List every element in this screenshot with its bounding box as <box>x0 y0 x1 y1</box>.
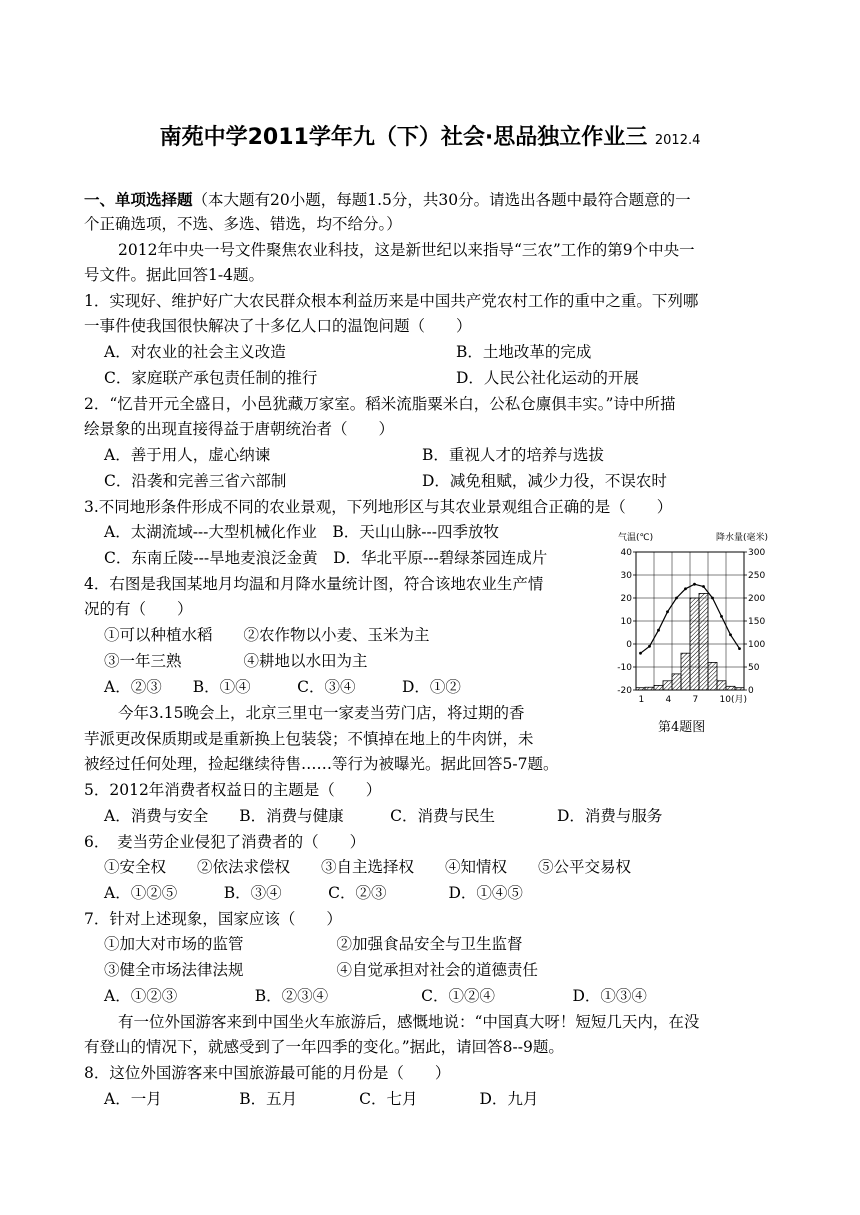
q2-stem: 2．“忆昔开元全盛日，小邑犹藏万家室。稻米流脂粟米白，公私仓廪俱丰实。”诗中所描 <box>84 395 676 413</box>
precip-bar <box>663 681 672 690</box>
precip-bar <box>717 681 726 690</box>
precip-bar <box>690 598 699 690</box>
temperature-point <box>729 633 732 636</box>
q8-options: A．一月 B．五月 C．七月 D．九月 <box>104 1090 539 1108</box>
chart-ylabel-left: 气温(℃) <box>618 533 654 543</box>
intro-2b: 芋派更改保质期或是重新换上包装袋；不慎掉在地上的牛肉饼，未 <box>84 730 534 748</box>
q1-option-c: C．家庭联产承包责任制的推行 <box>104 369 318 387</box>
chart-ytick-right: 50 <box>748 663 760 673</box>
climate-chart <box>598 530 780 740</box>
intro-3b: 有登山的情况下，就感受到了一年四季的变化。”据此，请回答8--9题。 <box>84 1038 564 1056</box>
intro-1a: 2012年中央一号文件聚焦农业科技，这是新世纪以来指导“三农”工作的第9个中央一 <box>118 241 695 259</box>
precip-bar <box>645 687 654 690</box>
chart-ytick-left: 0 <box>626 640 632 650</box>
chart-xtick: 4 <box>665 695 672 705</box>
chart-caption: 第4题图 <box>658 720 706 735</box>
q4-stem-2: 况的有（ ） <box>84 600 193 618</box>
precip-bar <box>681 653 690 690</box>
q6-options: A．①②⑤ B．③④ C．②③ D．①④⑤ <box>104 884 523 902</box>
chart-xtick: 10(月) <box>719 695 747 705</box>
chart-ytick-left: 40 <box>620 548 632 558</box>
q2-option-a: A．善于用人，虚心纳谏 <box>104 446 271 464</box>
chart-ytick-right: 0 <box>748 686 754 696</box>
temperature-point <box>738 647 741 650</box>
temperature-point <box>657 629 660 632</box>
chart-ytick-right: 150 <box>748 617 766 627</box>
chart-ytick-left: -10 <box>617 663 632 673</box>
precip-bar <box>654 685 663 690</box>
q7-stem: 7．针对上述现象，国家应该（ ） <box>84 910 342 928</box>
q1-stem-2: 一事件使我国很快解决了十多亿人口的温饱问题（ ） <box>84 317 472 335</box>
chart-ytick-right: 250 <box>748 571 766 581</box>
temperature-point <box>648 645 651 648</box>
q3-options-ab: A．太湖流域---大型机械化作业 B．天山山脉---四季放牧 <box>104 523 500 541</box>
precip-bar <box>726 686 735 690</box>
q2-option-b: B．重视人才的培养与选拔 <box>422 446 604 464</box>
page-date: 2012.4 <box>654 133 701 148</box>
q4-options: A．②③ B．①④ C．③④ D．①② <box>104 678 461 696</box>
chart-ytick-right: 300 <box>748 548 766 558</box>
q2-stem-2: 绘景象的出现直接得益于唐朝统治者（ ） <box>84 420 395 438</box>
q6-items: ①安全权 ②依法求偿权 ③自主选择权 ④知情权 ⑤公平交易权 <box>104 858 632 876</box>
page-title: 南苑中学2011学年九（下）社会·思品独立作业三 2012.4 <box>159 125 701 150</box>
chart-xtick: 7 <box>692 695 699 705</box>
chart-xtick: 1 <box>638 695 645 705</box>
intro-2a: 今年3.15晚会上，北京三里屯一家麦当劳门店，将过期的香 <box>118 704 525 722</box>
temperature-point <box>693 583 696 586</box>
q3-stem: 3.不同地形条件形成不同的农业景观，下列地形区与其农业景观组合正确的是（ ） <box>84 498 673 516</box>
precip-bar <box>735 688 744 690</box>
intro-2c: 被经过任何处理，捡起继续待售……等行为被曝光。据此回答5-7题。 <box>84 755 559 773</box>
temperature-point <box>702 585 705 588</box>
q1-option-b: B．土地改革的完成 <box>456 343 592 361</box>
intro-1b: 号文件。据此回答1-4题。 <box>84 266 264 284</box>
q7-items-1: ①加大对市场的监管 ②加强食品安全与卫生监督 <box>104 935 523 953</box>
temperature-point <box>675 597 678 600</box>
chart-ytick-right: 100 <box>748 640 766 650</box>
chart-ylabel-right: 降水量(毫米) <box>716 533 769 543</box>
section-heading: 一、单项选择题（本大题有20小题，每题1.5分，共30分。请选出各题中最符合题意的一 <box>84 191 691 209</box>
temperature-point <box>684 587 687 590</box>
q7-items-2: ③健全市场法律法规 ④自觉承担对社会的道德责任 <box>104 961 539 979</box>
chart-ytick-right: 200 <box>748 594 766 604</box>
q1-option-a: A．对农业的社会主义改造 <box>104 343 286 361</box>
chart-ytick-left: 10 <box>620 617 632 627</box>
q4-items-1: ①可以种植水稻 ②农作物以小麦、玉米为主 <box>104 626 430 644</box>
precip-bar <box>708 662 717 690</box>
temperature-point <box>639 652 642 655</box>
q5-stem: 5．2012年消费者权益日的主题是（ ） <box>84 781 382 799</box>
chart-ytick-left: 30 <box>620 571 632 581</box>
q4-items-2: ③一年三熟 ④耕地以水田为主 <box>104 652 368 670</box>
section-note: 个正确选项，不选、多选、错选，均不给分。） <box>84 215 402 233</box>
temperature-point <box>711 597 714 600</box>
q1-option-d: D．人民公社化运动的开展 <box>456 369 639 387</box>
q2-option-c: C．沿袭和完善三省六部制 <box>104 472 287 490</box>
intro-3a: 有一位外国游客来到中国坐火车旅游后，感慨地说：“中国真大呀！短短几天内，在没 <box>118 1013 700 1031</box>
q7-options: A．①②③ B．②③④ C．①②④ D．①③④ <box>104 987 647 1005</box>
chart-ytick-left: -20 <box>617 686 632 696</box>
temperature-point <box>666 610 669 613</box>
precip-bar <box>636 688 645 690</box>
q6-stem: 6． 麦当劳企业侵犯了消费者的（ ） <box>84 833 366 851</box>
chart-ytick-left: 20 <box>620 594 632 604</box>
q3-options-cd: C．东南丘陵---旱地麦浪泛金黄 D．华北平原---碧绿茶园连成片 <box>104 549 548 567</box>
temperature-point <box>720 615 723 618</box>
q2-option-d: D．减免租赋，减少力役，不误农时 <box>422 472 667 490</box>
q1-stem: 1．实现好、维护好广大农民群众根本利益历来是中国共产党农村工作的重中之重。下列哪 <box>84 292 699 310</box>
precip-bar <box>699 593 708 690</box>
q8-stem: 8．这位外国游客来中国旅游最可能的月份是（ ） <box>84 1064 451 1082</box>
q5-options: A．消费与安全 B．消费与健康 C．消费与民生 D．消费与服务 <box>104 807 663 825</box>
precip-bar <box>672 674 681 690</box>
q4-stem: 4．右图是我国某地月均温和月降水量统计图，符合该地农业生产情 <box>84 575 544 593</box>
